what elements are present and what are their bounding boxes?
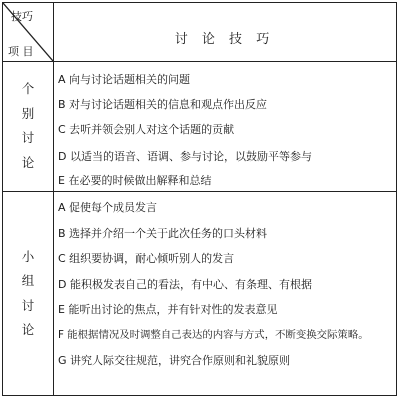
group-label-char: 论	[21, 322, 35, 337]
group-label-char: 论	[21, 154, 35, 170]
header-title: 讨 论 技 巧	[174, 32, 275, 47]
list-item: E 能听出讨论的焦点，并有针对性的发表意见	[58, 303, 278, 316]
list-item: A 促使每个成员发言	[58, 201, 158, 214]
header-corner-top: 技巧	[11, 10, 33, 23]
list-item: E 在必要的时候做出解释和总结	[58, 174, 212, 187]
list-item: G 讲究人际交往规范，讲究合作原则和礼貌原则	[58, 354, 291, 367]
list-item: C 组织要协调，耐心倾听别人的发言	[58, 252, 235, 265]
group-label-char: 组	[21, 273, 35, 288]
group-label-char: 讨	[21, 130, 35, 145]
list-item: C 去听并领会别人对这个话题的贡献	[58, 123, 235, 136]
group-label-char: 个	[21, 81, 35, 96]
list-item: B 对与讨论话题相关的信息和观点作出反应	[58, 98, 268, 111]
list-item: B 选择并介绍一个关于此次任务的口头材料	[58, 227, 268, 240]
list-item: A 向与讨论话题相关的问题	[58, 73, 191, 86]
group-label-char: 别	[21, 105, 35, 121]
group-label-char: 小	[21, 248, 35, 264]
list-item: D 以适当的语音、语调、参与讨论，以鼓励平等参与	[58, 150, 312, 163]
group-label-individual	[3, 61, 53, 191]
list-item: D 能积极发表自己的看法，有中心、有条理、有根据	[58, 278, 312, 291]
skills-table	[2, 2, 397, 396]
group-label-char: 讨	[21, 297, 35, 313]
group-label-group	[3, 191, 53, 396]
group-divider	[3, 191, 396, 192]
list-item: F 能根据情况及时调整自己表达的内容与方式，不断变换交际策略。	[58, 329, 369, 341]
header-corner-bottom: 项 目	[8, 45, 34, 58]
header-divider	[3, 61, 396, 62]
